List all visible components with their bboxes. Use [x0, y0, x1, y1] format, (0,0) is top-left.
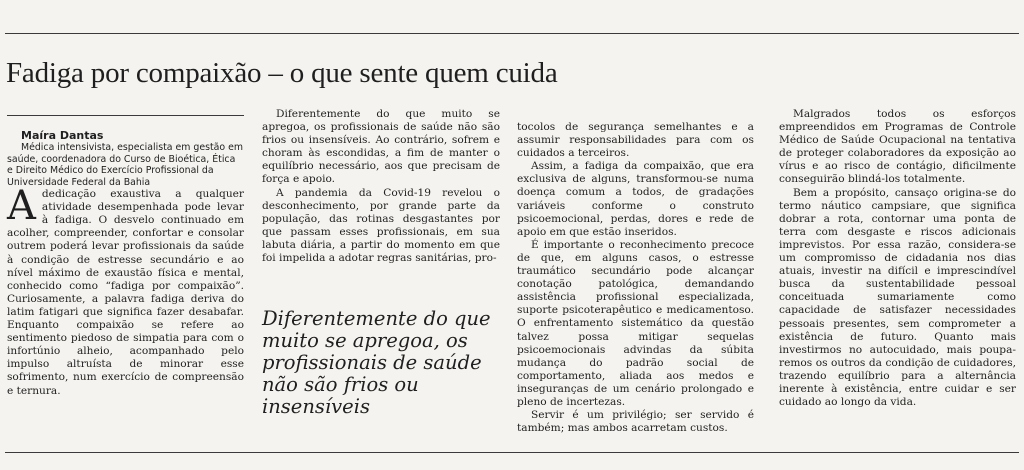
column-3 — [517, 121, 754, 435]
column-1 — [7, 110, 244, 398]
paragraph: Diferentemente do que muito se apregoa, os profissionais de saúde não são frios ou insensíveis. Ao contrário, sofrem e choram às escondidas, a fim de manter o equilíbrio necessário, aos que precisam de força e apoio. — [262, 108, 500, 186]
author-name: Maíra Dantas — [21, 129, 104, 142]
pull-quote: Diferentemente do que muito se apregoa, os profissionais de saúde não são frios ou insensíveis — [262, 307, 491, 418]
paragraph: Assim, a fadiga da compaixão, que era exclusiva de alguns, transformou-se numa doença comum a todos, de gradações variáveis conforme o construto psicoemocional, perdas, dores e rede de apoio em que estão inseridos. — [517, 160, 754, 238]
paragraph: É importante o reconhecimento precoce de que, em alguns casos, o estresse traumático secundário pode alcançar conotação patológica, demandando assistência profissional especializada, suporte psicoterapêutico e medicamentoso. O enfrentamento sistemático da questão talvez possa mitigar sequelas psicoemocionais advindas da súbita mudança do padrão social de comportamento, aliada aos medos e inseguranças de um cenário prolongado e pleno de incertezas. — [517, 238, 754, 408]
author-bio: Médica intensivista, especialista em gestão em saúde, coordenadora do Curso de Bioética, Ética e Direito Médico do Exercício Profissional da Universidade Federal da Bahia — [7, 142, 244, 188]
bottom-rule — [5, 452, 1019, 453]
column-2 — [262, 108, 500, 265]
paragraph: Bem a propósito, cansaço origina-se do termo náutico campsiare, que significa dobrar a rota, contornar uma ponta de terra com desgaste e riscos adicionais imprevistos. Por essa razão, considera-se um compromisso de cidadania nos dias atuais, investir na difícil e imprescindível busca da sustentabilidade pessoal conceituada sumariamente como capacidade de satisfazer necessidades pessoais presentes, sem comprometer a existência de futuro. Quanto mais investirmos no autocuidado, mais pouparemos os outros da condição de cuidadores, trazendo equilíbrio para a alternância inerente à existência, entre cuidar e ser cuidado ao longo da vida. — [779, 186, 1016, 409]
column-4 — [779, 108, 1016, 409]
paragraph: tocolos de segurança semelhantes e a assumir responsabilidades para com os cuidados a terceiros. — [517, 121, 754, 160]
paragraph: Servir é um privilégio; ser servido é também; mas ambos acarretam custos. — [517, 409, 754, 435]
paragraph-text: dedicação exaustiva a qualquer atividade desempenhada pode levar à fadiga. O desvelo continuado em acolher, compreender, confortar e consolar outrem poderá levar profissionais da saúde à condição de estresse secundário e ao nível máximo de exaustão física e mental, conhecido como “fadiga por compaixão”. Curiosamente, a palavra fadiga deriva do latim fatigari que significa fazer desabafar. Enquanto compaixão se refere ao sentimento piedoso de simpatia para com o infortúnio alheio, acompanhado pelo impulso altruísta de minorar esse sofrimento, num exercício de compreensão e ternura. — [7, 188, 244, 397]
top-rule — [5, 33, 1019, 34]
paragraph — [7, 183, 244, 398]
paragraph: Malgrados todos os esforços empreendidos em Programas de Controle Médico de Saúde Ocupacional na tentativa de proteger colaboradores da exposição ao vírus e ao risco de contágio, dificilmente conseguirão blindá-los totalmente. — [779, 108, 1016, 186]
drop-cap: A — [7, 183, 36, 230]
author-rule — [7, 115, 244, 116]
paragraph: A pandemia da Covid-19 revelou o desconhecimento, por grande parte da população, das rotinas desgastantes por que passam esses profissionais, em sua labuta diária, a partir do momento em que foi impelida a adotar regras sanitárias, pro- — [262, 186, 500, 265]
headline: Fadiga por compaixão – o que sente quem cuida — [6, 57, 558, 89]
